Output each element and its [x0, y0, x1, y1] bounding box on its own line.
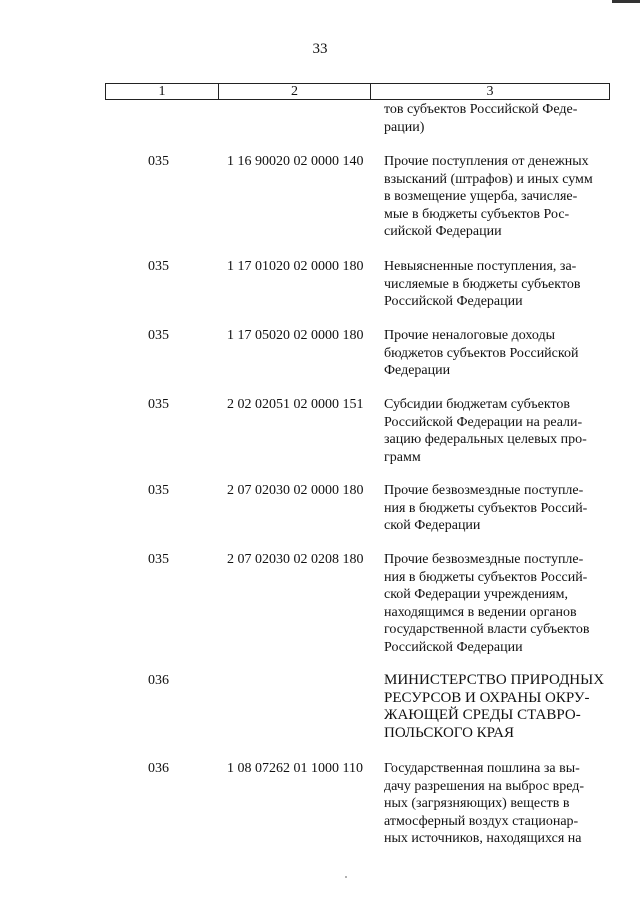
scan-speck [345, 876, 347, 878]
admin-code: 035 [148, 552, 169, 567]
revenue-description [384, 482, 604, 535]
table-header-col3: 3 [486, 83, 494, 99]
description-line: МИНИСТЕРСТВО ПРИРОДНЫХ [384, 672, 605, 688]
description-line: дачу разрешения на выброс вред- [384, 778, 585, 794]
revenue-description [384, 258, 604, 311]
budget-classification-code: 2 07 02030 02 0208 180 [227, 552, 364, 567]
admin-code: 035 [148, 397, 169, 412]
budget-classification-code: 1 16 90020 02 0000 140 [227, 154, 364, 169]
description-line: Прочие безвозмездные поступле- [384, 552, 584, 567]
description-line: сийской Федерации [384, 224, 502, 239]
table-header-col1: 1 [106, 84, 219, 99]
admin-code: 036 [148, 673, 169, 688]
description-line: Невыясненные поступления, за- [384, 259, 577, 274]
ministry-name [384, 672, 604, 742]
description-line: Российской Федерации [384, 294, 523, 309]
description-line: числяемые в бюджеты субъектов [384, 276, 581, 292]
description-line: зацию федеральных целевых про- [384, 432, 587, 447]
description-line: ПОЛЬСКОГО КРАЯ [384, 724, 514, 741]
description-line: ния в бюджеты субъектов Россий- [384, 500, 588, 516]
description-line: взысканий (штрафов) и иных сумм [384, 171, 593, 187]
description-line: Прочие безвозмездные поступле- [384, 483, 584, 498]
table-header [105, 83, 610, 100]
description-line: ных (загрязняющих) веществ в [384, 796, 570, 811]
revenue-description [384, 396, 604, 466]
admin-code: 035 [148, 154, 169, 169]
admin-code: 035 [148, 259, 169, 274]
description-line: Субсидии бюджетам субъектов [384, 397, 571, 412]
budget-classification-code: 1 17 05020 02 0000 180 [227, 328, 364, 343]
description-line: Российской Федерации [384, 639, 523, 655]
description-line: Прочие поступления от денежных [384, 154, 589, 169]
description-line: ных источников, находящихся на [384, 831, 582, 846]
budget-classification-code: 1 08 07262 01 1000 110 [227, 761, 363, 776]
description-line: Российской Федерации на реали- [384, 414, 583, 430]
admin-code: 035 [148, 328, 169, 343]
budget-classification-code: 2 07 02030 02 0000 180 [227, 483, 364, 498]
revenue-description [384, 760, 604, 848]
table-header-col2: 2 [219, 84, 371, 99]
budget-classification-code: 2 02 02051 02 0000 151 [227, 397, 364, 412]
admin-code: 036 [148, 761, 169, 776]
budget-classification-code: 1 17 01020 02 0000 180 [227, 259, 364, 274]
description-line: государственной власти субъектов [384, 622, 590, 637]
revenue-description [384, 101, 604, 136]
description-line: ния в бюджеты субъектов Россий- [384, 569, 588, 585]
description-line: ской Федерации учреждениям, [384, 587, 568, 602]
description-line: Федерации [384, 363, 451, 378]
description-line: тов субъектов Российской Феде- [384, 102, 578, 117]
description-line: Прочие неналоговые доходы [384, 328, 556, 343]
description-line: атмосферный воздух стационар- [384, 813, 579, 829]
description-line: РЕСУРСОВ И ОХРАНЫ ОКРУ- [384, 689, 590, 706]
description-line: Государственная пошлина за вы- [384, 761, 580, 776]
description-line: грамм [384, 449, 421, 465]
revenue-description [384, 327, 604, 380]
page-number: 33 [312, 41, 328, 57]
revenue-description [384, 551, 604, 656]
description-line: находящимся в ведении органов [384, 604, 577, 620]
revenue-description [384, 153, 604, 241]
description-line: бюджетов субъектов Российской [384, 345, 579, 361]
admin-code: 035 [148, 483, 169, 498]
description-line: мые в бюджеты субъектов Рос- [384, 206, 570, 222]
description-line: ЖАЮЩЕЙ СРЕДЫ СТАВРО- [384, 707, 581, 723]
description-line: рации) [384, 119, 425, 135]
description-line: ской Федерации [384, 518, 481, 533]
scan-corner-mark [612, 0, 640, 3]
description-line: в возмещение ущерба, зачисляе- [384, 189, 578, 204]
